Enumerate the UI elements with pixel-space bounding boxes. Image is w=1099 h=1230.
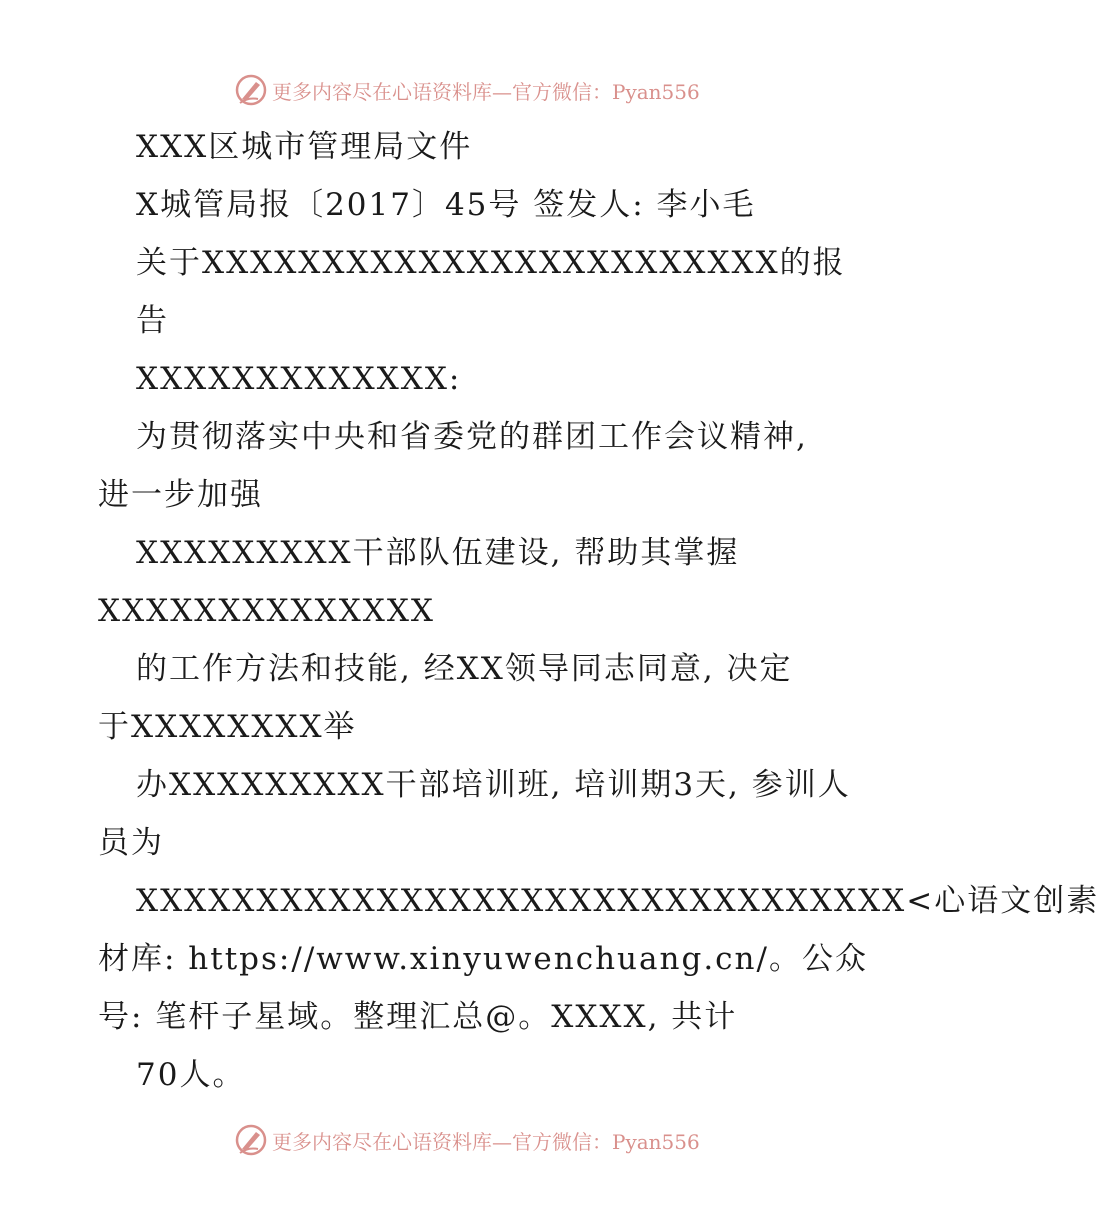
doc-paragraph-line: 进一步加强 (98, 477, 263, 513)
pen-logo-icon (234, 1123, 268, 1157)
doc-paragraph-line: XXXXXXXXXXXXXXXXXXXXXXXXXXXXXXXX<心语文创素 (136, 883, 1099, 919)
doc-paragraph-line: XXXXXXXXX干部队伍建设, 帮助其掌握 (136, 535, 740, 571)
doc-title: XXX区城市管理局文件 (136, 129, 473, 165)
doc-paragraph-line: 办XXXXXXXXX干部培训班, 培训期3天, 参训人 (136, 767, 851, 803)
footer-watermark-text: 更多内容尽在心语资料库—官方微信：Pyan556 (272, 1129, 700, 1154)
doc-paragraph-line: 于XXXXXXXX举 (98, 709, 357, 745)
doc-paragraph-line: 为贯彻落实中央和省委党的群团工作会议精神, (136, 419, 808, 455)
header-watermark-text: 更多内容尽在心语资料库—官方微信：Pyan556 (272, 79, 700, 104)
doc-paragraph-line: 员为 (98, 825, 164, 861)
doc-paragraph-line: 的工作方法和技能, 经XX领导同志同意, 决定 (136, 651, 793, 687)
doc-recipient: XXXXXXXXXXXXX: (136, 361, 462, 397)
footer-watermark (234, 1122, 700, 1158)
doc-subject-line: 关于XXXXXXXXXXXXXXXXXXXXXXXX的报 (136, 245, 846, 281)
doc-paragraph-line: XXXXXXXXXXXXXX (98, 593, 435, 629)
doc-paragraph-line: 70人。 (136, 1057, 246, 1093)
doc-number-line: X城管局报〔2017〕45号 签发人: 李小毛 (136, 187, 756, 223)
doc-paragraph-line: 号: 笔杆子星域。整理汇总@。XXXX, 共计 (98, 999, 738, 1035)
doc-paragraph-line: 材库: https://www.xinyuwenchuang.cn/。公众 (98, 941, 868, 977)
doc-subject-line-cont: 告 (136, 303, 169, 339)
